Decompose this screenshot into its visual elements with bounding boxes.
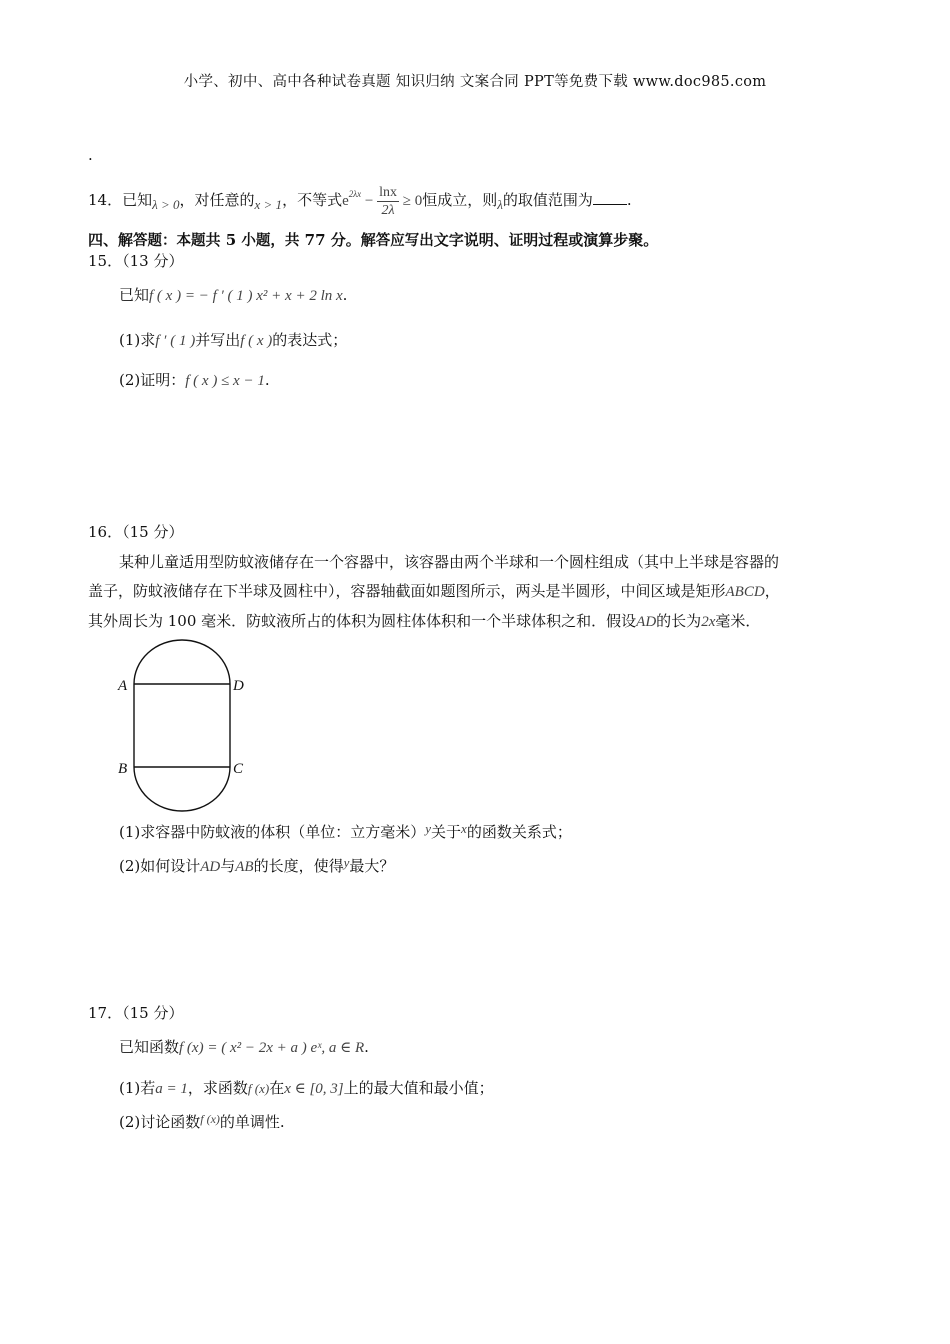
q17-p2-f: f (x) — [200, 1112, 220, 1126]
q16-p1-end: 的函数关系式； — [466, 823, 572, 841]
q14-e: e — [342, 193, 349, 209]
stray-dot: . — [88, 146, 93, 164]
q16-heading: 16．（15 分） — [88, 523, 184, 541]
q14-number: 14．已知 — [88, 191, 153, 209]
q16-2x: 2x — [701, 614, 716, 630]
q17-given-formula: f (x) = ( x² − 2x + a ) eˣ, a ∈ R — [179, 1040, 365, 1056]
s4-part-9: 文字说明、 — [433, 231, 509, 249]
q15-p1-pre: (1)求 — [119, 331, 156, 349]
s4-part-3: 共 — [205, 231, 221, 249]
q17-p2-end: 的单调性. — [219, 1113, 285, 1131]
q15-p1-formula-1: f ′ ( 1 ) — [155, 333, 196, 349]
q15-part-1 — [119, 329, 347, 350]
q16-line-2-end: ， — [764, 582, 780, 600]
q15-given-end: . — [342, 286, 348, 304]
q16-p1-mid: 关于 — [431, 823, 462, 841]
label-d: D — [233, 678, 244, 694]
s4-part-2: 答题：本题 — [133, 233, 206, 249]
q14-cond-lambda: λ > 0 — [152, 197, 180, 212]
q16-line-3 — [88, 610, 760, 631]
q17-p1-range: x ∈ [0, 3] — [284, 1081, 344, 1097]
s4-part-8: 答应写出 — [375, 233, 434, 249]
q16-ad: AD — [636, 614, 657, 630]
q17-p2-pre: (2)讨论函数 — [119, 1113, 201, 1131]
q16-line-1: 某种儿童适用型防蚊液储存在一个容器中，该容器由两个半球和一个圆柱组成（其中上半球是容器的 — [119, 553, 780, 571]
label-a: A — [118, 678, 128, 694]
section-4-heading — [88, 229, 658, 250]
q15-p1-mid: 并写出 — [195, 331, 241, 349]
q14-end: . — [626, 191, 632, 209]
q16-p1-x: x — [461, 821, 467, 836]
s4-part-11: 明过程或演算步聚。 — [523, 231, 659, 249]
q17-p1-mid: ，求函数 — [187, 1079, 248, 1097]
q15-given-formula: f ( x ) = − f ′ ( 1 ) x² + x + 2 ln x — [149, 288, 343, 304]
s4-part-4: 5 — [220, 231, 242, 249]
label-c: C — [233, 761, 244, 777]
q16-p1-y: y — [425, 821, 432, 836]
q14-text-1: ，对任意的 — [179, 191, 255, 209]
container-outline — [134, 640, 230, 811]
q15-p1-formula-2: f ( x ) — [240, 333, 273, 349]
q17-given — [119, 1036, 369, 1057]
q17-part-1 — [119, 1077, 494, 1098]
q16-p1-pre: (1)求容器中防蚊液的体积（单位：立方毫米） — [119, 823, 426, 841]
q15-heading: 15．（13 分） — [88, 252, 184, 270]
q16-p2-ad: AD — [200, 859, 221, 875]
question-14 — [88, 178, 632, 221]
q14-cond-x: x > 1 — [254, 197, 283, 212]
s4-part-5: 小题，共 — [241, 233, 300, 249]
q17-p1-pre: (1)若 — [119, 1079, 156, 1097]
q14-lambda: λ — [497, 197, 503, 212]
q16-p2-mid: 与 — [220, 857, 236, 875]
q16-p2-ab: AB — [235, 859, 254, 875]
q17-p1-f: f (x) — [247, 1081, 270, 1096]
q15-given-pre: 已知 — [119, 286, 150, 304]
q14-fraction-numerator: lnx — [379, 184, 398, 200]
page-header: 小学、初中、高中各种试卷真题 知识归纳 文案合同 PPT等免费下载 www.doc985.com — [183, 74, 767, 90]
q14-text-4: 的取值范围为 — [502, 191, 593, 209]
q15-given — [119, 284, 347, 305]
s4-part-10: 证 — [508, 233, 524, 249]
q14-answer-blank[interactable] — [593, 192, 627, 205]
q16-p2-y: y — [343, 855, 350, 870]
label-b: B — [118, 761, 128, 777]
q16-part-1 — [119, 821, 572, 842]
s4-part-6: 77 — [299, 231, 331, 249]
q17-given-pre: 已知函数 — [119, 1038, 180, 1056]
q14-fraction-denominator: 2λ — [381, 202, 395, 218]
q17-given-end: . — [364, 1038, 369, 1056]
q16-p2-pre: (2)如何设计 — [119, 857, 201, 875]
q16-p2-mid2: 的长度，使得 — [253, 857, 344, 875]
q16-line-3-mid: 的长为 — [656, 612, 702, 630]
q15-p2-pre: (2)证明： — [119, 371, 186, 389]
s4-part-7: 分。解 — [330, 231, 376, 249]
container-cross-section-figure — [110, 638, 250, 818]
q15-part-2 — [119, 369, 270, 390]
q16-part-2 — [119, 855, 394, 876]
q17-heading: 17．（15 分） — [88, 1004, 184, 1022]
q15-p2-end: . — [264, 371, 270, 389]
q16-line-2 — [88, 580, 780, 601]
q14-exponent: 2λx — [348, 189, 362, 199]
q16-line-2-text: 盖子，防蚊液储存在下半球及圆柱中），容器轴截面如题图所示，两头是半圆形，中间区域是矩形 — [88, 582, 726, 600]
q17-p1-a: a = 1 — [155, 1081, 188, 1097]
q16-line-3-end: 毫米． — [715, 612, 761, 630]
q15-p1-end: 的表达式； — [272, 331, 348, 349]
q14-ge: ≥ 0 — [399, 193, 423, 209]
q14-fraction — [377, 184, 399, 219]
q17-p1-mid2: 在 — [269, 1079, 285, 1097]
q16-line-3-text: 其外周长为 100 毫米．防蚊液所占的体积为圆柱体体积和一个半球体积之和．假设 — [88, 612, 637, 630]
q14-minus: − — [361, 193, 378, 209]
q14-text-2: ，不等式 — [282, 191, 343, 209]
q14-text-3: 恒成立，则 — [422, 191, 498, 209]
q15-p2-formula: f ( x ) ≤ x − 1 — [185, 373, 265, 389]
q17-p1-end: 上的最大值和最小值； — [343, 1079, 494, 1097]
q16-abcd: ABCD — [725, 584, 765, 600]
q17-part-2 — [119, 1111, 285, 1132]
q16-p2-end: 最大？ — [349, 857, 395, 875]
s4-part-1: 四、解 — [88, 231, 134, 249]
